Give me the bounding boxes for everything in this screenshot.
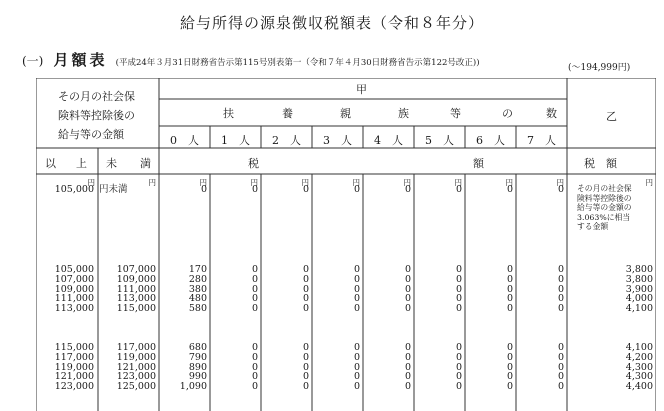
row-value: 0 [557, 264, 564, 275]
header-dep-count: 5 人 [425, 134, 454, 147]
header-otsu-zeigaku: 税 額 [584, 157, 617, 170]
header-kou: 甲 [356, 83, 367, 96]
row-value: 0 [353, 371, 360, 383]
row-to: 123,000 [116, 371, 156, 383]
row-value: 0 [353, 184, 360, 195]
page-title: 給与所得の源泉徴収税額表（令和８年分） [179, 14, 484, 32]
row-from: 119,000 [54, 361, 94, 373]
row-to: 119,000 [116, 351, 156, 363]
header-income-line2: 険料等控除後の [58, 109, 135, 122]
row-value: 0 [455, 351, 462, 363]
header-dep-count: 0 人 [170, 134, 199, 147]
row-value: 0 [557, 371, 564, 383]
row-to: 109,000 [116, 273, 156, 285]
row-value: 890 [188, 361, 207, 373]
yen-unit: 円 [148, 178, 156, 187]
row-value: 0 [557, 293, 564, 305]
row-value: 0 [557, 283, 564, 295]
row-value: 0 [404, 351, 411, 363]
row-from: 109,000 [54, 283, 94, 295]
row-value: 1,090 [179, 381, 207, 393]
row-value: 0 [557, 184, 564, 195]
row-to: 125,000 [116, 381, 156, 393]
row-to: 107,000 [116, 264, 156, 275]
section-mark: (一) [22, 54, 44, 68]
yen-unit: 円 [352, 178, 360, 187]
row-to: 121,000 [116, 361, 156, 373]
row-to: 117,000 [116, 342, 156, 353]
row-value: 0 [506, 273, 513, 285]
row-value: 0 [251, 371, 258, 383]
yen-unit: 円 [403, 178, 411, 187]
otsu-note: その月の社会保険料等控除後の給与等の金額の3.063%に相当する金額 [577, 184, 632, 232]
row-from: 115,000 [54, 342, 94, 353]
row-value: 0 [557, 351, 564, 363]
header-dependents-char: 親 [340, 107, 351, 120]
row-value: 0 [455, 293, 462, 305]
row-value: 0 [302, 381, 309, 393]
yen-unit: 円 [199, 178, 207, 187]
header-dep-count: 7 人 [527, 134, 556, 147]
yen-unit: 円 [250, 178, 258, 187]
row-to: 115,000 [116, 303, 156, 315]
row-value: 0 [506, 342, 513, 353]
row-value: 0 [302, 283, 309, 295]
row-value: 0 [557, 381, 564, 393]
row-value: 0 [506, 283, 513, 295]
header-otsu: 乙 [606, 110, 617, 123]
row-value: 0 [506, 184, 513, 195]
yen-unit: 円 [645, 178, 653, 187]
row-value: 0 [353, 342, 360, 353]
row-value: 0 [353, 303, 360, 315]
row-value: 0 [557, 361, 564, 373]
row-value: 0 [353, 381, 360, 393]
row-value: 0 [251, 264, 258, 275]
row-value: 0 [251, 293, 258, 305]
yen-unit: 円 [505, 178, 513, 187]
row-from: 113,000 [54, 303, 94, 315]
section-heading [22, 49, 480, 70]
row-value: 0 [455, 342, 462, 353]
row-from: 117,000 [54, 351, 94, 363]
row-otsu: 4,300 [625, 371, 653, 383]
row-from: 121,000 [54, 371, 94, 383]
header-ijou-1: 以 [45, 157, 56, 170]
section-reference: (平成24年３月31日財務省告示第115号別表第一（令和７年４月30日財務省告示第122号改正)) [115, 58, 480, 68]
yen-unit: 円 [301, 178, 309, 187]
row-value: 0 [506, 361, 513, 373]
row-value: 0 [404, 371, 411, 383]
row-value: 0 [251, 283, 258, 295]
row-value: 0 [404, 184, 411, 195]
row-value: 0 [506, 293, 513, 305]
row-value: 0 [302, 264, 309, 275]
row-value: 0 [200, 184, 207, 195]
header-dependents-char: 養 [282, 107, 293, 120]
header-dep-count: 1 人 [221, 134, 250, 147]
row-value: 0 [302, 184, 309, 195]
row-value: 0 [455, 361, 462, 373]
row-value: 0 [557, 342, 564, 353]
row-value: 0 [302, 273, 309, 285]
row-otsu: 3,800 [625, 273, 653, 285]
row-value: 0 [404, 381, 411, 393]
header-income-line3: 給与等の金額 [58, 128, 124, 141]
row-to: 111,000 [116, 283, 156, 295]
row-value: 0 [404, 342, 411, 353]
row-value: 0 [251, 184, 258, 195]
tax-table [36, 78, 656, 411]
row-value: 0 [506, 351, 513, 363]
header-income-line1: その月の社会保 [58, 90, 135, 103]
row-from: 123,000 [54, 381, 94, 393]
row-value: 170 [188, 264, 207, 275]
row-value: 0 [302, 361, 309, 373]
yen-unit: 円 [454, 178, 462, 187]
row-value: 0 [506, 381, 513, 393]
row-value: 480 [188, 293, 207, 305]
row-value: 0 [251, 303, 258, 315]
row-value: 0 [353, 273, 360, 285]
row-value: 0 [353, 351, 360, 363]
row-to: 113,000 [116, 293, 156, 305]
header-dep-count: 2 人 [272, 134, 301, 147]
row-value: 0 [302, 371, 309, 383]
row-value: 0 [455, 371, 462, 383]
row-from: 105,000 [54, 184, 94, 195]
row-otsu: 4,400 [625, 381, 653, 393]
row-value: 0 [251, 342, 258, 353]
row-value: 0 [455, 273, 462, 285]
header-zei: 税 [248, 157, 259, 170]
row-value: 0 [251, 273, 258, 285]
range-note: (～194,999円) [568, 63, 631, 73]
row-value: 0 [506, 264, 513, 275]
row-otsu: 4,100 [625, 303, 653, 315]
row-value: 0 [404, 283, 411, 295]
yen-unit: 円 [556, 178, 564, 187]
row-value: 0 [455, 264, 462, 275]
row-value: 0 [302, 342, 309, 353]
row-value: 0 [353, 361, 360, 373]
row-value: 990 [188, 371, 207, 383]
header-dependents-char: 扶 [223, 107, 234, 120]
row-otsu: 4,000 [625, 293, 653, 305]
yen-unit: 円 [87, 178, 95, 187]
header-dep-count: 6 人 [476, 134, 505, 147]
row-value: 0 [302, 351, 309, 363]
header-ijou-2: 上 [76, 157, 87, 170]
row-from: 105,000 [54, 264, 94, 275]
header-miman-2: 満 [140, 157, 151, 170]
section-title: 月額表 [53, 51, 108, 69]
header-miman-1: 未 [106, 157, 117, 170]
row-value: 0 [251, 361, 258, 373]
row-otsu: 3,900 [625, 283, 653, 295]
row-value: 0 [302, 303, 309, 315]
row-value: 0 [506, 371, 513, 383]
row-value: 0 [353, 293, 360, 305]
row-value: 0 [251, 381, 258, 393]
row-otsu: 4,100 [625, 342, 653, 353]
row-value: 0 [455, 381, 462, 393]
row-value: 0 [557, 303, 564, 315]
row-value: 580 [188, 303, 207, 315]
row-from: 111,000 [54, 293, 94, 305]
row-otsu: 3,800 [625, 264, 653, 275]
row-value: 0 [404, 361, 411, 373]
row-to: 円未満 [99, 184, 128, 195]
row-value: 0 [455, 303, 462, 315]
row-otsu: 4,300 [625, 361, 653, 373]
row-value: 0 [455, 184, 462, 195]
row-otsu: 4,200 [625, 351, 653, 363]
header-dep-count: 3 人 [323, 134, 352, 147]
header-dependents-char: 族 [398, 107, 409, 120]
row-from: 107,000 [54, 273, 94, 285]
header-dep-count: 4 人 [374, 134, 403, 147]
row-value: 0 [353, 264, 360, 275]
header-dependents-char: 数 [546, 107, 557, 120]
header-dependents-char: 等 [450, 107, 461, 120]
row-value: 790 [188, 351, 207, 363]
row-value: 0 [506, 303, 513, 315]
row-value: 0 [557, 273, 564, 285]
row-value: 0 [302, 293, 309, 305]
row-value: 0 [251, 351, 258, 363]
row-value: 680 [188, 342, 207, 353]
row-value: 280 [188, 273, 207, 285]
row-value: 0 [404, 273, 411, 285]
header-dependents-char: の [502, 107, 513, 120]
row-value: 0 [404, 293, 411, 305]
row-value: 380 [188, 283, 207, 295]
row-value: 0 [353, 283, 360, 295]
header-gaku: 額 [473, 157, 484, 170]
row-value: 0 [404, 303, 411, 315]
row-value: 0 [404, 264, 411, 275]
row-value: 0 [455, 283, 462, 295]
